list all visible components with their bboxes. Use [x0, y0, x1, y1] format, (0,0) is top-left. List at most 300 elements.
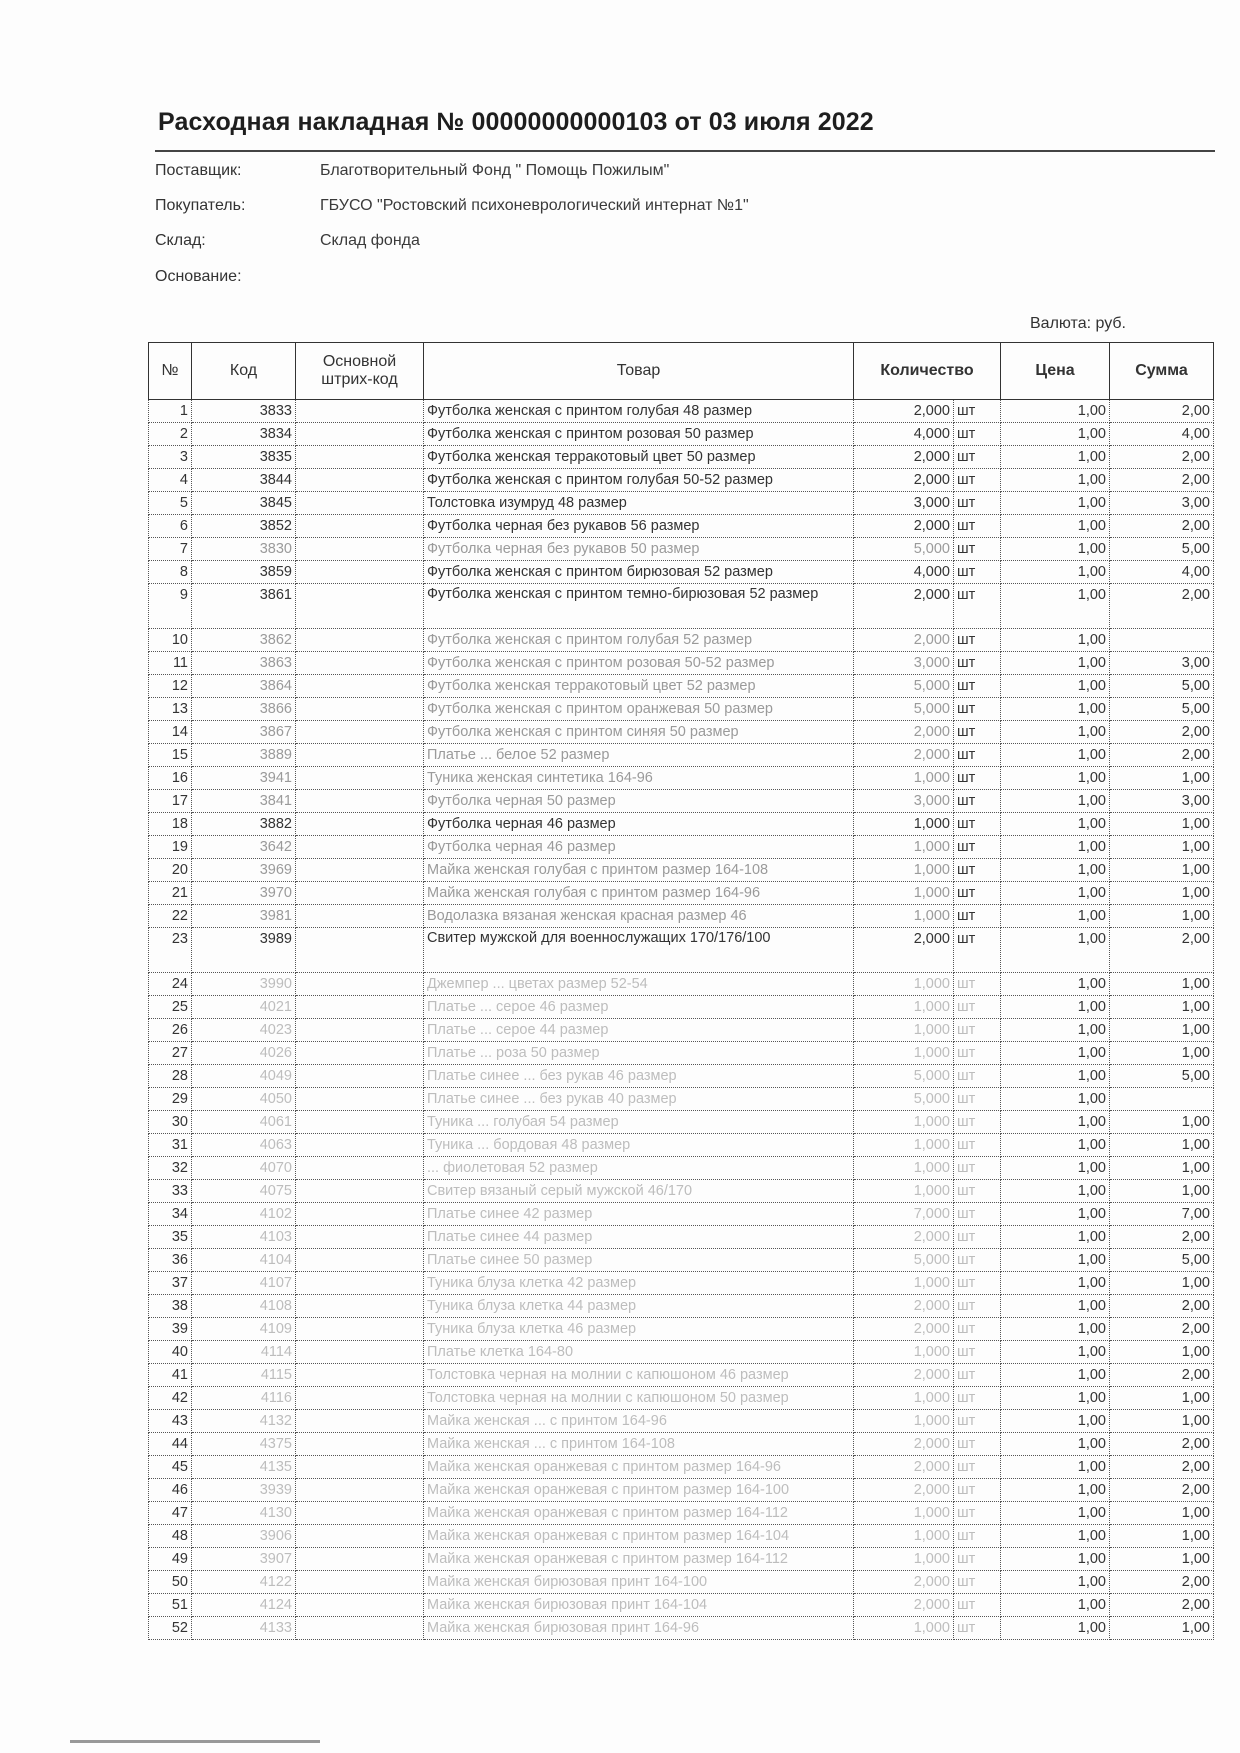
- item-code: 3907: [192, 1548, 296, 1571]
- row-number: 22: [149, 905, 192, 928]
- item-quantity: 2,000: [854, 446, 954, 469]
- item-sum: 1,00: [1110, 1341, 1214, 1364]
- item-name: Туника блуза клетка 44 размер: [424, 1295, 854, 1318]
- item-unit: шт: [954, 1295, 1001, 1318]
- item-barcode: [296, 836, 424, 859]
- item-price: 1,00: [1001, 1364, 1110, 1387]
- item-sum: 2,00: [1110, 1318, 1214, 1341]
- table-row: [149, 1387, 1214, 1410]
- item-price: 1,00: [1001, 561, 1110, 584]
- item-name: Футболка женская с принтом бирюзовая 52 размер: [424, 561, 854, 584]
- row-number: 7: [149, 538, 192, 561]
- item-name: Майка женская бирюзовая принт 164-104: [424, 1594, 854, 1617]
- item-code: 3989: [192, 928, 296, 973]
- row-number: 19: [149, 836, 192, 859]
- item-price: 1,00: [1001, 859, 1110, 882]
- row-number: 16: [149, 767, 192, 790]
- item-code: 3841: [192, 790, 296, 813]
- row-number: 38: [149, 1295, 192, 1318]
- item-price: 1,00: [1001, 767, 1110, 790]
- item-barcode: [296, 1295, 424, 1318]
- item-price: 1,00: [1001, 515, 1110, 538]
- item-quantity: 1,000: [854, 1617, 954, 1640]
- row-number: 40: [149, 1341, 192, 1364]
- item-sum: 5,00: [1110, 675, 1214, 698]
- item-price: 1,00: [1001, 1548, 1110, 1571]
- item-sum: 2,00: [1110, 1456, 1214, 1479]
- item-quantity: 1,000: [854, 1111, 954, 1134]
- item-price: 1,00: [1001, 629, 1110, 652]
- item-name: Майка женская оранжевая с принтом размер 164-112: [424, 1548, 854, 1571]
- table-row: [149, 538, 1214, 561]
- item-name: ... фиолетовая 52 размер: [424, 1157, 854, 1180]
- item-quantity: 7,000: [854, 1203, 954, 1226]
- item-code: 3889: [192, 744, 296, 767]
- item-quantity: 2,000: [854, 928, 954, 973]
- item-code: 4070: [192, 1157, 296, 1180]
- item-code: 4133: [192, 1617, 296, 1640]
- table-row: [149, 1594, 1214, 1617]
- item-quantity: 1,000: [854, 859, 954, 882]
- item-barcode: [296, 629, 424, 652]
- item-quantity: 1,000: [854, 1525, 954, 1548]
- item-unit: шт: [954, 1180, 1001, 1203]
- table-row: [149, 973, 1214, 996]
- item-price: 1,00: [1001, 836, 1110, 859]
- item-quantity: 1,000: [854, 1387, 954, 1410]
- table-row: [149, 1525, 1214, 1548]
- item-price: 1,00: [1001, 1410, 1110, 1433]
- item-unit: шт: [954, 973, 1001, 996]
- item-quantity: 2,000: [854, 1364, 954, 1387]
- table-row: [149, 790, 1214, 813]
- item-barcode: [296, 721, 424, 744]
- table-row: [149, 675, 1214, 698]
- item-barcode: [296, 1525, 424, 1548]
- row-number: 36: [149, 1249, 192, 1272]
- item-price: 1,00: [1001, 1295, 1110, 1318]
- item-price: 1,00: [1001, 423, 1110, 446]
- row-number: 14: [149, 721, 192, 744]
- item-name: Майка женская оранжевая с принтом размер 164-100: [424, 1479, 854, 1502]
- item-price: 1,00: [1001, 1318, 1110, 1341]
- item-price: 1,00: [1001, 584, 1110, 629]
- item-name: Платье синее ... без рукав 40 размер: [424, 1088, 854, 1111]
- item-barcode: [296, 1433, 424, 1456]
- item-code: 3864: [192, 675, 296, 698]
- item-barcode: [296, 1456, 424, 1479]
- item-barcode: [296, 813, 424, 836]
- item-barcode: [296, 905, 424, 928]
- item-sum: 3,00: [1110, 492, 1214, 515]
- item-price: 1,00: [1001, 1249, 1110, 1272]
- row-number: 32: [149, 1157, 192, 1180]
- item-unit: шт: [954, 1410, 1001, 1433]
- item-unit: шт: [954, 1157, 1001, 1180]
- row-number: 48: [149, 1525, 192, 1548]
- item-quantity: 1,000: [854, 1341, 954, 1364]
- item-sum: 2,00: [1110, 744, 1214, 767]
- item-sum: 1,00: [1110, 1134, 1214, 1157]
- item-unit: шт: [954, 400, 1001, 423]
- item-barcode: [296, 515, 424, 538]
- item-unit: шт: [954, 905, 1001, 928]
- item-code: 4122: [192, 1571, 296, 1594]
- item-price: 1,00: [1001, 1088, 1110, 1111]
- item-quantity: 2,000: [854, 1318, 954, 1341]
- table-row: [149, 1433, 1214, 1456]
- item-sum: 1,00: [1110, 1019, 1214, 1042]
- item-quantity: 1,000: [854, 813, 954, 836]
- bottom-scan-mark: [70, 1740, 320, 1743]
- item-price: 1,00: [1001, 1272, 1110, 1295]
- item-unit: шт: [954, 538, 1001, 561]
- item-quantity: 2,000: [854, 1433, 954, 1456]
- row-number: 1: [149, 400, 192, 423]
- item-name: Свитер мужской для военнослужащих 170/176/100: [424, 928, 854, 973]
- item-price: 1,00: [1001, 652, 1110, 675]
- item-price: 1,00: [1001, 1617, 1110, 1640]
- item-code: 3852: [192, 515, 296, 538]
- row-number: 28: [149, 1065, 192, 1088]
- row-number: 27: [149, 1042, 192, 1065]
- table-row: [149, 1456, 1214, 1479]
- item-barcode: [296, 1341, 424, 1364]
- table-row: [149, 1318, 1214, 1341]
- item-barcode: [296, 1203, 424, 1226]
- item-name: Майка женская оранжевая с принтом размер 164-112: [424, 1502, 854, 1525]
- item-code: 4102: [192, 1203, 296, 1226]
- item-quantity: 2,000: [854, 1456, 954, 1479]
- warehouse-label: Склад:: [155, 232, 206, 249]
- item-unit: шт: [954, 1433, 1001, 1456]
- item-sum: 1,00: [1110, 813, 1214, 836]
- item-price: 1,00: [1001, 973, 1110, 996]
- row-number: 41: [149, 1364, 192, 1387]
- item-barcode: [296, 1134, 424, 1157]
- item-code: 4021: [192, 996, 296, 1019]
- item-code: 3834: [192, 423, 296, 446]
- item-price: 1,00: [1001, 996, 1110, 1019]
- item-sum: 1,00: [1110, 1042, 1214, 1065]
- row-number: 44: [149, 1433, 192, 1456]
- item-name: Футболка женская терракотовый цвет 50 размер: [424, 446, 854, 469]
- table-row: [149, 584, 1214, 629]
- item-sum: 3,00: [1110, 790, 1214, 813]
- row-number: 6: [149, 515, 192, 538]
- item-name: Толстовка изумруд 48 размер: [424, 492, 854, 515]
- table-row: [149, 1042, 1214, 1065]
- item-unit: шт: [954, 1502, 1001, 1525]
- table-row: [149, 836, 1214, 859]
- item-code: 3941: [192, 767, 296, 790]
- item-barcode: [296, 561, 424, 584]
- item-sum: 2,00: [1110, 1571, 1214, 1594]
- row-number: 25: [149, 996, 192, 1019]
- table-row: [149, 492, 1214, 515]
- item-code: 4023: [192, 1019, 296, 1042]
- item-code: 3867: [192, 721, 296, 744]
- item-code: 3970: [192, 882, 296, 905]
- item-unit: шт: [954, 928, 1001, 973]
- item-sum: 1,00: [1110, 996, 1214, 1019]
- item-name: Майка женская оранжевая с принтом размер 164-104: [424, 1525, 854, 1548]
- table-row: [149, 1502, 1214, 1525]
- item-unit: шт: [954, 1571, 1001, 1594]
- item-price: 1,00: [1001, 1065, 1110, 1088]
- item-name: Туника ... бордовая 48 размер: [424, 1134, 854, 1157]
- item-name: Футболка женская с принтом розовая 50-52 размер: [424, 652, 854, 675]
- item-code: 3882: [192, 813, 296, 836]
- item-barcode: [296, 1088, 424, 1111]
- item-sum: 1,00: [1110, 1548, 1214, 1571]
- item-unit: шт: [954, 1525, 1001, 1548]
- table-row: [149, 721, 1214, 744]
- table-row: [149, 1226, 1214, 1249]
- item-barcode: [296, 446, 424, 469]
- item-sum: 1,00: [1110, 1387, 1214, 1410]
- item-name: Футболка женская с принтом голубая 50-52 размер: [424, 469, 854, 492]
- item-unit: шт: [954, 1065, 1001, 1088]
- item-code: 3981: [192, 905, 296, 928]
- item-unit: шт: [954, 1088, 1001, 1111]
- item-unit: шт: [954, 698, 1001, 721]
- table-row: [149, 813, 1214, 836]
- item-code: 4103: [192, 1226, 296, 1249]
- item-unit: шт: [954, 1318, 1001, 1341]
- row-number: 29: [149, 1088, 192, 1111]
- item-quantity: 1,000: [854, 1042, 954, 1065]
- item-barcode: [296, 744, 424, 767]
- table-row: [149, 1364, 1214, 1387]
- item-barcode: [296, 1249, 424, 1272]
- item-quantity: 2,000: [854, 400, 954, 423]
- table-row: [149, 515, 1214, 538]
- item-quantity: 1,000: [854, 1548, 954, 1571]
- items-table: [148, 342, 1214, 1640]
- item-quantity: 2,000: [854, 1479, 954, 1502]
- item-code: 4026: [192, 1042, 296, 1065]
- item-name: Водолазка вязаная женская красная размер 46: [424, 905, 854, 928]
- item-name: Толстовка черная на молнии с капюшоном 46 размер: [424, 1364, 854, 1387]
- item-barcode: [296, 859, 424, 882]
- item-name: Футболка черная без рукавов 50 размер: [424, 538, 854, 561]
- header-item: Товар: [424, 343, 854, 400]
- item-sum: 1,00: [1110, 836, 1214, 859]
- item-unit: шт: [954, 1203, 1001, 1226]
- table-row: [149, 996, 1214, 1019]
- row-number: 8: [149, 561, 192, 584]
- item-quantity: 5,000: [854, 1088, 954, 1111]
- item-code: 3835: [192, 446, 296, 469]
- item-sum: 5,00: [1110, 698, 1214, 721]
- item-price: 1,00: [1001, 538, 1110, 561]
- item-price: 1,00: [1001, 698, 1110, 721]
- header-barcode: Основной штрих-код: [296, 343, 424, 400]
- item-unit: шт: [954, 1548, 1001, 1571]
- item-price: 1,00: [1001, 1502, 1110, 1525]
- item-unit: шт: [954, 423, 1001, 446]
- table-row: [149, 928, 1214, 973]
- item-unit: шт: [954, 515, 1001, 538]
- table-header-row: [149, 343, 1214, 400]
- table-row: [149, 698, 1214, 721]
- table-row: [149, 400, 1214, 423]
- item-sum: 1,00: [1110, 1525, 1214, 1548]
- item-code: 3866: [192, 698, 296, 721]
- item-code: 4375: [192, 1433, 296, 1456]
- item-name: Туника блуза клетка 42 размер: [424, 1272, 854, 1295]
- item-sum: [1110, 629, 1214, 652]
- item-unit: шт: [954, 1042, 1001, 1065]
- item-price: 1,00: [1001, 1433, 1110, 1456]
- item-code: 3862: [192, 629, 296, 652]
- item-quantity: 2,000: [854, 1226, 954, 1249]
- item-unit: шт: [954, 1272, 1001, 1295]
- row-number: 11: [149, 652, 192, 675]
- item-quantity: 1,000: [854, 905, 954, 928]
- table-row: [149, 1203, 1214, 1226]
- item-barcode: [296, 492, 424, 515]
- item-code: 3906: [192, 1525, 296, 1548]
- item-sum: 1,00: [1110, 859, 1214, 882]
- item-sum: 1,00: [1110, 905, 1214, 928]
- item-price: 1,00: [1001, 1180, 1110, 1203]
- item-unit: шт: [954, 1249, 1001, 1272]
- item-sum: 2,00: [1110, 1433, 1214, 1456]
- item-sum: 2,00: [1110, 400, 1214, 423]
- item-code: 4115: [192, 1364, 296, 1387]
- item-price: 1,00: [1001, 790, 1110, 813]
- header-qty: Количество: [854, 343, 1001, 400]
- document-title: Расходная накладная № 00000000000103 от 03 июля 2022: [158, 108, 874, 136]
- row-number: 42: [149, 1387, 192, 1410]
- item-name: Майка женская бирюзовая принт 164-100: [424, 1571, 854, 1594]
- item-quantity: 1,000: [854, 1157, 954, 1180]
- table-row: [149, 1479, 1214, 1502]
- row-number: 2: [149, 423, 192, 446]
- item-sum: 1,00: [1110, 1502, 1214, 1525]
- item-price: 1,00: [1001, 1226, 1110, 1249]
- item-code: 3939: [192, 1479, 296, 1502]
- table-row: [149, 1157, 1214, 1180]
- item-sum: 2,00: [1110, 928, 1214, 973]
- item-sum: 2,00: [1110, 446, 1214, 469]
- item-unit: шт: [954, 836, 1001, 859]
- item-quantity: 2,000: [854, 1571, 954, 1594]
- item-code: 3969: [192, 859, 296, 882]
- buyer-value: ГБУСО "Ростовский психоневрологический интернат №1": [320, 197, 749, 214]
- item-quantity: 1,000: [854, 1134, 954, 1157]
- item-price: 1,00: [1001, 1042, 1110, 1065]
- table-row: [149, 744, 1214, 767]
- item-unit: шт: [954, 1364, 1001, 1387]
- item-price: 1,00: [1001, 469, 1110, 492]
- item-name: Футболка женская с принтом голубая 52 размер: [424, 629, 854, 652]
- item-name: Платье ... роза 50 размер: [424, 1042, 854, 1065]
- item-code: 4130: [192, 1502, 296, 1525]
- row-number: 23: [149, 928, 192, 973]
- item-unit: шт: [954, 652, 1001, 675]
- item-name: Майка женская бирюзовая принт 164-96: [424, 1617, 854, 1640]
- item-name: Толстовка черная на молнии с капюшоном 50 размер: [424, 1387, 854, 1410]
- item-code: 4104: [192, 1249, 296, 1272]
- item-name: Джемпер ... цветах размер 52-54: [424, 973, 854, 996]
- item-barcode: [296, 1502, 424, 1525]
- row-number: 30: [149, 1111, 192, 1134]
- item-name: Футболка женская с принтом темно-бирюзовая 52 размер: [424, 584, 854, 629]
- item-code: 4132: [192, 1410, 296, 1433]
- row-number: 39: [149, 1318, 192, 1341]
- item-code: 4061: [192, 1111, 296, 1134]
- item-sum: [1110, 1088, 1214, 1111]
- item-price: 1,00: [1001, 1134, 1110, 1157]
- item-unit: шт: [954, 1226, 1001, 1249]
- item-price: 1,00: [1001, 675, 1110, 698]
- item-sum: 4,00: [1110, 423, 1214, 446]
- row-number: 15: [149, 744, 192, 767]
- item-sum: 2,00: [1110, 1226, 1214, 1249]
- row-number: 46: [149, 1479, 192, 1502]
- item-name: Туника ... голубая 54 размер: [424, 1111, 854, 1134]
- item-unit: шт: [954, 813, 1001, 836]
- item-quantity: 2,000: [854, 629, 954, 652]
- item-quantity: 2,000: [854, 1594, 954, 1617]
- item-quantity: 5,000: [854, 1065, 954, 1088]
- item-price: 1,00: [1001, 446, 1110, 469]
- item-name: Майка женская ... с принтом 164-108: [424, 1433, 854, 1456]
- row-number: 12: [149, 675, 192, 698]
- row-number: 10: [149, 629, 192, 652]
- row-number: 21: [149, 882, 192, 905]
- item-name: Майка женская оранжевая с принтом размер 164-96: [424, 1456, 854, 1479]
- item-price: 1,00: [1001, 1525, 1110, 1548]
- header-price: Цена: [1001, 343, 1110, 400]
- item-name: Футболка женская терракотовый цвет 52 размер: [424, 675, 854, 698]
- item-name: Свитер вязаный серый мужской 46/170: [424, 1180, 854, 1203]
- row-number: 34: [149, 1203, 192, 1226]
- item-code: 4107: [192, 1272, 296, 1295]
- item-sum: 1,00: [1110, 1617, 1214, 1640]
- item-barcode: [296, 652, 424, 675]
- item-barcode: [296, 973, 424, 996]
- item-price: 1,00: [1001, 882, 1110, 905]
- item-sum: 2,00: [1110, 1479, 1214, 1502]
- item-unit: шт: [954, 446, 1001, 469]
- item-barcode: [296, 400, 424, 423]
- item-code: 4108: [192, 1295, 296, 1318]
- item-unit: шт: [954, 492, 1001, 515]
- item-price: 1,00: [1001, 1387, 1110, 1410]
- item-sum: 1,00: [1110, 1272, 1214, 1295]
- item-quantity: 2,000: [854, 469, 954, 492]
- item-code: 4063: [192, 1134, 296, 1157]
- item-quantity: 2,000: [854, 744, 954, 767]
- item-price: 1,00: [1001, 1594, 1110, 1617]
- table-row: [149, 423, 1214, 446]
- row-number: 5: [149, 492, 192, 515]
- item-unit: шт: [954, 1617, 1001, 1640]
- item-quantity: 4,000: [854, 423, 954, 446]
- item-barcode: [296, 1111, 424, 1134]
- item-quantity: 3,000: [854, 652, 954, 675]
- item-unit: шт: [954, 767, 1001, 790]
- item-barcode: [296, 1180, 424, 1203]
- item-quantity: 1,000: [854, 1180, 954, 1203]
- item-barcode: [296, 1617, 424, 1640]
- item-quantity: 1,000: [854, 767, 954, 790]
- item-name: Майка женская голубая с принтом размер 164-108: [424, 859, 854, 882]
